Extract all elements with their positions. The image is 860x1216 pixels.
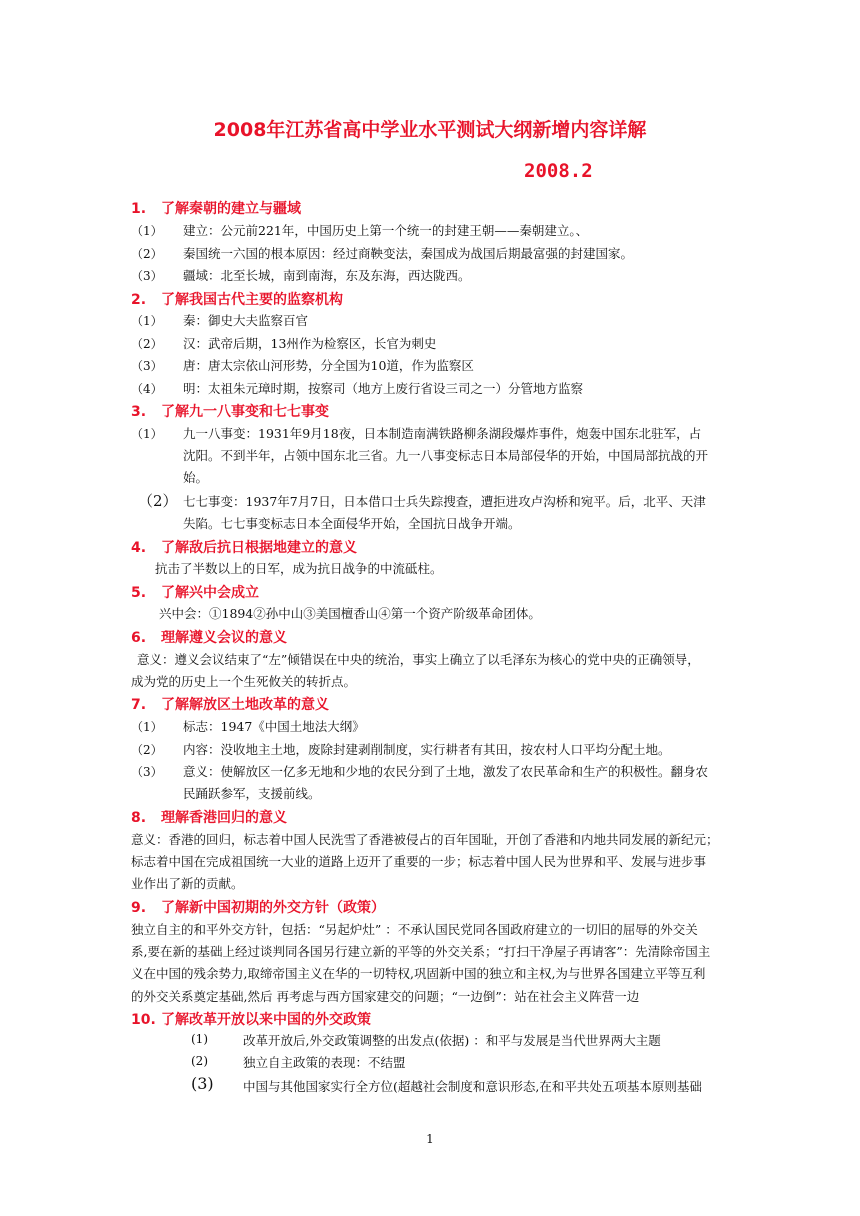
section-heading-6: 6. 理解遵义会议的意义 xyxy=(131,630,287,646)
section-text-cont: 义在中国的残余势力,取缔帝国主义在华的一切特权,巩固新中国的独立和主权,为与世界各国建立平等互利 xyxy=(131,966,706,981)
item-index: （2） xyxy=(131,247,163,261)
item-text: 意义：使解放区一亿多无地和少地的农民分到了土地，激发了农民革命和生产的积极性。翻身农 xyxy=(183,764,709,779)
item-text-cont: 失陷。七七事变标志日本全面侵华开始，全国抗日战争开端。 xyxy=(183,516,521,531)
item-index: (2) xyxy=(191,1054,208,1068)
item-index: （4） xyxy=(131,382,163,396)
section-text: 意义：香港的回归，标志着中国人民洗雪了香港被侵占的百年国耻，开创了香港和内地共同发展的新纪元； xyxy=(131,832,719,847)
document-title: 2008年江苏省高中学业水平测试大纲新增内容详解 xyxy=(213,119,647,141)
section-text-cont: 业作出了新的贡献。 xyxy=(131,876,244,891)
item-index: (3) xyxy=(191,1074,214,1093)
item-index: （2） xyxy=(131,337,163,351)
item-text: 疆域：北至长城，南到南海，东及东海，西达陇西。 xyxy=(183,268,471,283)
item-text-cont: 始。 xyxy=(183,470,209,485)
section-text-cont: 标志着中国在完成祖国统一大业的道路上迈开了重要的一步；标志着中国人民为世界和平、发展与进步事 xyxy=(131,854,707,869)
section-heading-2: 2. 了解我国古代主要的监察机构 xyxy=(131,292,343,308)
item-text: 独立自主政策的表现：不结盟 xyxy=(243,1055,406,1070)
item-index: （1） xyxy=(131,224,163,238)
section-heading-3: 3. 了解九一八事变和七七事变 xyxy=(131,404,329,420)
section-text: 抗击了半数以上的日军，成为抗日战争的中流砥柱。 xyxy=(155,561,443,576)
section-heading-5: 5. 了解兴中会成立 xyxy=(131,585,259,601)
page-number: 1 xyxy=(426,1132,434,1146)
section-text: 意义：遵义会议结束了“左”倾错误在中央的统治，事实上确立了以毛泽东为核心的党中央的正确领导， xyxy=(137,652,700,667)
section-heading-10: 10. 了解改革开放以来中国的外交政策 xyxy=(131,1012,371,1028)
section-text-cont: 的外交关系奠定基础,然后 再考虑与西方国家建交的问题；“一边倒”：站在社会主义阵营一边 xyxy=(131,989,640,1004)
item-text: 内容：没收地主土地，废除封建剥削制度，实行耕者有其田，按农村人口平均分配土地。 xyxy=(183,742,671,757)
section-heading-9: 9. 了解新中国初期的外交方针（政策） xyxy=(131,900,385,916)
section-text: 兴中会：①1894②孙中山③美国檀香山④第一个资产阶级革命团体。 xyxy=(159,606,541,621)
item-index: （3） xyxy=(131,359,163,373)
section-heading-4: 4. 了解敌后抗日根据地建立的意义 xyxy=(131,540,357,556)
item-text: 秦：御史大夫监察百官 xyxy=(183,313,309,328)
item-text-cont: 民踊跃参军，支援前线。 xyxy=(183,786,321,801)
item-index: （3） xyxy=(131,269,163,283)
section-text-cont: 成为党的历史上一个生死攸关的转折点。 xyxy=(131,674,357,689)
section-heading-7: 7. 了解解放区土地改革的意义 xyxy=(131,697,329,713)
item-text: 建立：公元前221年，中国历史上第一个统一的封建王朝——秦朝建立。、 xyxy=(183,223,589,238)
item-text: 七七事变：1937年7月7日，日本借口士兵失踪搜查，遭拒进攻卢沟桥和宛平。后，北平、天津 xyxy=(183,494,706,509)
item-text: 标志：1947《中国土地法大纲》 xyxy=(183,719,365,734)
item-text: 唐：唐太宗依山河形势，分全国为10道，作为监察区 xyxy=(183,358,474,373)
item-text: 明：太祖朱元璋时期，按察司（地方上废行省设三司之一）分管地方监察 xyxy=(183,381,584,396)
item-text-cont: 沈阳。不到半年，占领中国东北三省。九一八事变标志日本局部侵华的开始，中国局部抗战的开 xyxy=(183,448,709,463)
section-heading-8: 8. 理解香港回归的意义 xyxy=(131,810,287,826)
item-index: （2） xyxy=(138,492,178,510)
item-text: 改革开放后,外交政策调整的出发点(依据) ：和平与发展是当代世界两大主题 xyxy=(243,1033,661,1048)
section-text: 独立自主的和平外交方针，包括：“另起炉灶” ：不承认国民党同各国政府建立的一切旧的屈辱的外交关 xyxy=(131,922,698,937)
item-index: （1） xyxy=(131,314,163,328)
item-text: 汉：武帝后期，13州作为检察区，长官为刺史 xyxy=(183,336,437,351)
item-index: （1） xyxy=(131,427,163,441)
section-text-cont: 系,要在新的基础上经过谈判同各国另行建立新的平等的外交关系；“打扫干净屋子再请客”：先清除帝国主 xyxy=(131,944,711,959)
item-index: （1） xyxy=(131,720,163,734)
item-text: 中国与其他国家实行全方位(超越社会制度和意识形态,在和平共处五项基本原则基础 xyxy=(243,1079,702,1094)
document-date: 2008.2 xyxy=(524,160,593,182)
item-text: 九一八事变：1931年9月18夜，日本制造南满铁路柳条湖段爆炸事件，炮轰中国东北驻军，占 xyxy=(183,426,702,441)
item-index: （3） xyxy=(131,765,163,779)
item-index: （2） xyxy=(131,743,163,757)
item-text: 秦国统一六国的根本原因：经过商鞅变法，秦国成为战国后期最富强的封建国家。 xyxy=(183,246,634,261)
section-heading-1: 1. 了解秦朝的建立与疆域 xyxy=(131,201,301,217)
item-index: (1) xyxy=(191,1032,208,1046)
